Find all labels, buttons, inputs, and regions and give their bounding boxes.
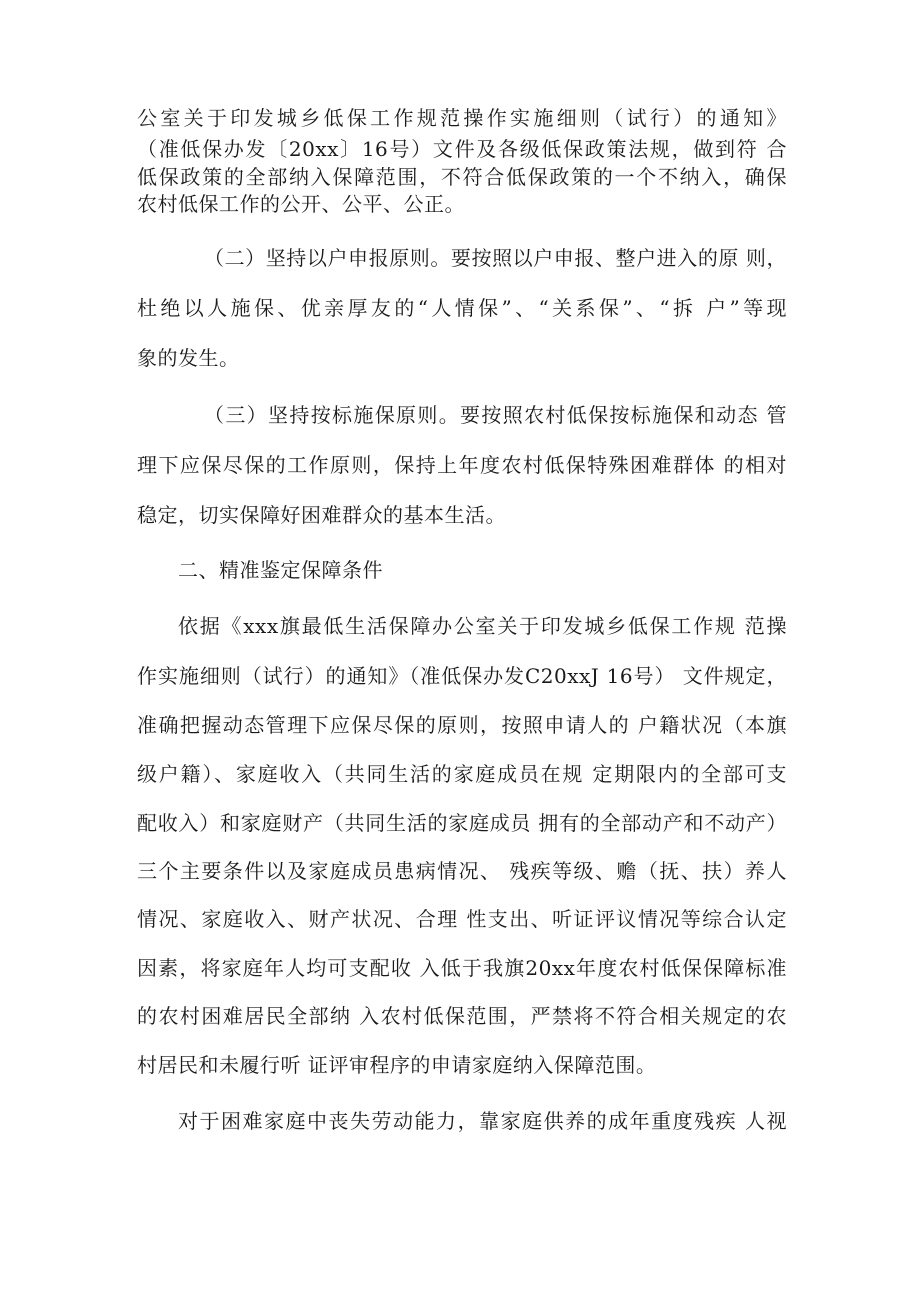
principle2-line-1: （二）坚持以户申报原则。要按照以户申报、整户进入的原 则，: [204, 246, 787, 270]
principle3-line-3: 稳定，切实保障好困难群众的基本生活。: [137, 503, 506, 527]
conditions-line-10: 村居民和未履行听 证评审程序的申请家庭纳入保障范围。: [137, 1053, 657, 1077]
principle3-line-2: 理下应保尽保的工作原则，保持上年度农村低保特殊困难群体 的相对: [137, 453, 787, 477]
conditions-line-6: 三个主要条件以及家庭成员患病情况、 残疾等级、赡（抚、扶）养人: [137, 859, 787, 883]
intro-line-2: （准低保办发〔20xx〕16号）文件及各级低保政策法规，做到符 合: [137, 137, 787, 161]
conditions-line-7: 情况、家庭收入、财产状况、合理 性支出、听证评议情况等综合认定: [137, 907, 787, 931]
principle3-line-1: （三）坚持按标施保原则。要按照农村低保按标施保和动态 管: [204, 403, 787, 427]
principle2-line-2: 杜绝以人施保、优亲厚友的“人情保”、“关系保”、“拆 户”等现: [137, 296, 787, 320]
conditions-line-3: 准确把握动态管理下应保尽保的原则，按照申请人的 户籍状况（本旗: [137, 713, 787, 737]
principle2-line-3: 象的发生。: [137, 346, 240, 370]
conditions-line-8: 因素，将家庭年人均可支配收 入低于我旗20xx年度农村低保保障标准: [137, 956, 787, 980]
intro-line-3: 低保政策的全部纳入保障范围，不符合低保政策的一个不纳入，确保: [137, 165, 787, 189]
intro-line-4: 农村低保工作的公开、公平、公正。: [137, 192, 465, 216]
conditions-line-9: 的农村困难居民全部纳 入农村低保范围，严禁将不符合相关规定的农: [137, 1004, 787, 1028]
section-heading: 二、精准鉴定保障条件: [178, 558, 383, 582]
final-line-1: 对于困难家庭中丧失劳动能力，靠家庭供养的成年重度残疾 人视: [178, 1109, 787, 1133]
intro-line-1: 公室关于印发城乡低保工作规范操作实施细则（试行）的通知》: [137, 106, 787, 130]
conditions-line-2: 作实施细则（试行）的通知》（准低保办发C20xxJ 16号） 文件规定，: [137, 664, 787, 688]
conditions-line-5: 配收入）和家庭财产（共同生活的家庭成员 拥有的全部动产和不动产）: [137, 811, 787, 835]
conditions-line-1: 依据《xxx旗最低生活保障办公室关于印发城乡低保工作规 范操: [178, 614, 787, 638]
conditions-line-4: 级户籍）、家庭收入（共同生活的家庭成员在规 定期限内的全部可支: [137, 762, 787, 786]
